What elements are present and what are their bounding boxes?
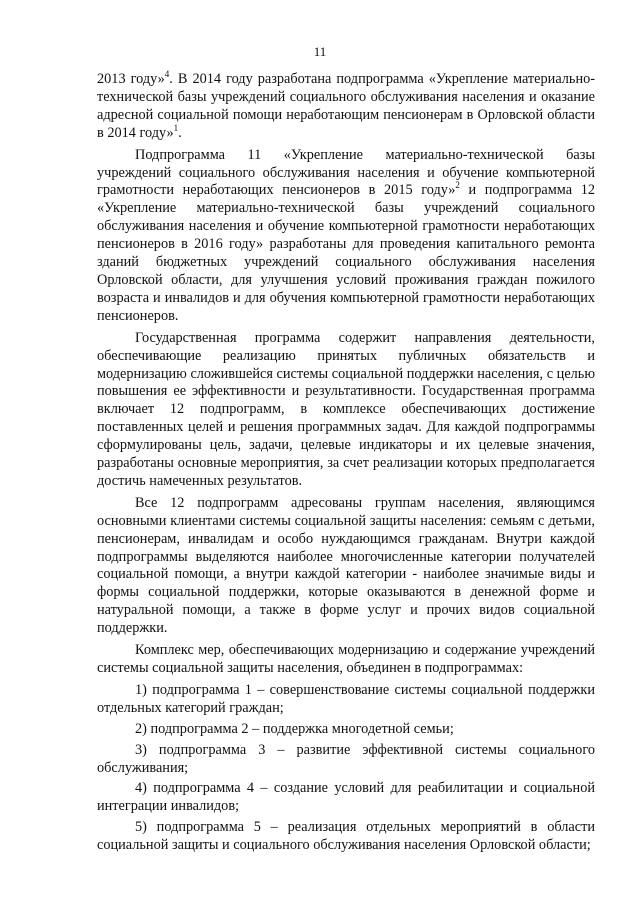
document-body <box>97 71 595 858</box>
list-item: 2) подпрограмма 2 – поддержка многодетной семьи; <box>135 720 454 737</box>
paragraph-1 <box>97 71 595 143</box>
footnote-ref-2[interactable]: 2 <box>455 180 460 191</box>
paragraph-5: Комплекс мер, обеспечивающих модернизацию и содержание учреждений системы социальной защиты населения, объединен в подпрограммах: <box>97 642 595 676</box>
paragraph-4: Все 12 подпрограмм адресованы группам населения, являющимся основными клиентами системы социальной защиты населения: семьям с детьми, пенсионерам, инвалидам и особо нуждающимся гражданам. Внутри каждой подпрограммы выделяются наиболее многочисленные категории получателей социальной помощи, а внутри каждой категории - наиболее значимые виды и формы социальной поддержки, которые оказываются в денежной форме и натуральной помощи, а также в форме услуг и прочих видов социальной поддержки. <box>97 494 595 637</box>
paragraph-2-part-1: Подпрограмма 11 «Укрепление материально-технической базы учреждений социального обслуживания населения и обучение компьютерной грамотности неработающих пенсионеров в 2015 году» <box>97 146 595 199</box>
footnote-ref-1[interactable]: 1 <box>173 122 179 133</box>
list-item: 3) подпрограмма 3 – развитие эффективной системы социального обслуживания; <box>97 741 595 776</box>
paragraph-3: Государственная программа содержит направления деятельности, обеспечивающие реализацию принятых публичных обязательств и модернизацию сложившейся системы социальной поддержки населения, с целью повышения ее эффективности и результативности. Государственная программа включает 12 подпрограмм, в комплексе обеспечивающих достижение поставленных целей и решения программных задач. Для каждой подпрограммы сформулированы цель, задачи, целевые индикаторы и их целевые значения, разработаны основные мероприятия, за счет реализации которых предполагается достичь намеченных результатов. <box>97 329 595 489</box>
paragraph-1-part-2: . В 2014 году разработана подпрограмма «Укрепление материально-технической базы учреждений социального обслуживания населения и оказание адресной социальной помощи неработающим пенсионерам в Орловской области в 2014 году» <box>97 71 595 141</box>
list-item: 5) подпрограмма 5 – реализация отдельных мероприятий в области социальной защиты и социального обслуживания населения Орловской области; <box>97 819 595 854</box>
paragraph-2 <box>97 147 595 326</box>
list-item: 4) подпрограмма 4 – создание условий для реабилитации и социальной интеграции инвалидов; <box>97 780 595 815</box>
footnote-ref-4[interactable]: 4 <box>164 69 170 79</box>
paragraph-2-part-2: и подпрограмма 12 «Укрепление материально-технической базы учреждений социального обслуживания населения и обучение компьютерной грамотности неработающих пенсионеров в 2016 году» разработаны для проведения капитального ремонта зданий бюджетных учреждений социального обслуживания населения Орловской области, для улучшения условий проживания граждан пожилого возраста и инвалидов и для обучения компьютерной грамотности неработающих пенсионеров. <box>97 182 595 324</box>
paragraph-1-part-1: 2013 году» <box>97 71 165 87</box>
paragraph-1-part-3: . <box>178 124 182 141</box>
list-item: 1) подпрограмма 1 – совершенствование системы социальной поддержки отдельных категорий граждан; <box>97 681 595 716</box>
page-number: 11 <box>313 44 327 59</box>
